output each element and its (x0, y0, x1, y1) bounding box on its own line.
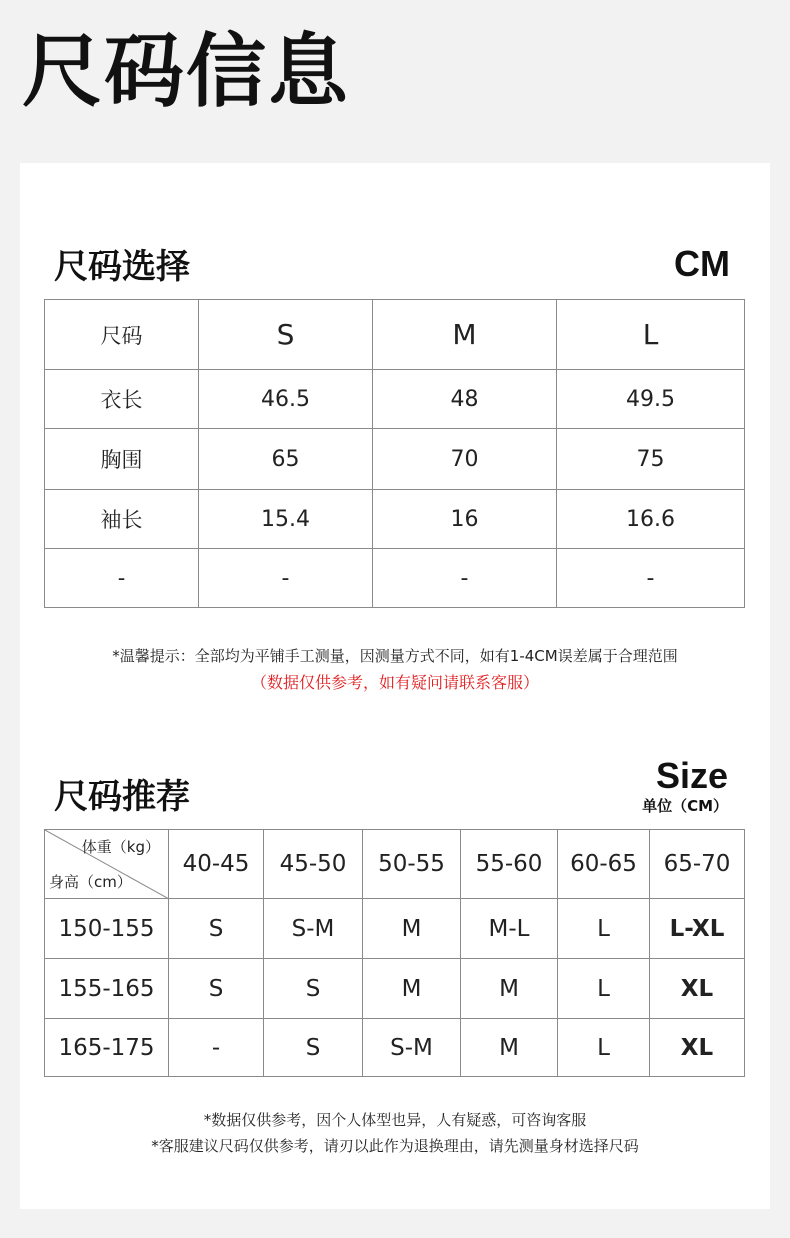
weight-header-cell: 55-60 (461, 830, 558, 899)
table-cell: S (264, 1019, 363, 1077)
table-cell: 16.6 (557, 490, 745, 549)
table-cell: 46.5 (199, 370, 373, 429)
row-label-empty: - (45, 549, 199, 608)
table-row (45, 429, 745, 490)
weight-axis-label: 体重（kg） (81, 838, 160, 856)
table-cell: 75 (557, 429, 745, 490)
table-cell: S-M (264, 899, 363, 959)
unit-label: CM (674, 243, 730, 284)
table-row (45, 959, 745, 1019)
size-selection-title: 尺码选择 (54, 247, 190, 287)
table-cell: - (373, 549, 557, 608)
height-row-label: 150-155 (45, 899, 169, 959)
size-word: Size (655, 755, 728, 796)
table-cell: 49.5 (557, 370, 745, 429)
size-info-card (20, 163, 770, 1209)
height-axis-label: 身高（cm） (49, 873, 132, 891)
height-row-label: 155-165 (45, 959, 169, 1019)
weight-header-row (45, 830, 745, 899)
weight-header-cell: 65-70 (650, 830, 745, 899)
header-cell-m: M (373, 300, 557, 370)
table-cell: M (461, 1019, 558, 1077)
size-header-row (45, 300, 745, 370)
table-cell: S-M (363, 1019, 461, 1077)
table-cell: 65 (199, 429, 373, 490)
page-title: 尺码信息 (22, 25, 350, 118)
table-cell: M (461, 959, 558, 1019)
row-label-length: 衣长 (45, 370, 199, 429)
size-recommendation-table (44, 829, 745, 1077)
reference-note-red: （数据仅供参考，如有疑问请联系客服） (250, 673, 539, 692)
row-label-chest: 胸围 (45, 429, 199, 490)
header-cell-s: S (199, 300, 373, 370)
table-cell: - (199, 549, 373, 608)
recommendation-note-2: *客服建议尺码仅供参考，请刃以此作为退换理由，请先测量身材选择尺码 (151, 1137, 639, 1155)
table-cell: S (169, 899, 264, 959)
table-cell: XL (650, 1019, 745, 1077)
table-row (45, 370, 745, 429)
table-cell: 15.4 (199, 490, 373, 549)
corner-header-cell (45, 830, 169, 899)
weight-header-cell: 45-50 (264, 830, 363, 899)
weight-header-cell: 40-45 (169, 830, 264, 899)
table-cell: 70 (373, 429, 557, 490)
height-row-label: 165-175 (45, 1019, 169, 1077)
table-cell: 16 (373, 490, 557, 549)
table-cell: L (558, 899, 650, 959)
table-cell: - (557, 549, 745, 608)
table-row (45, 490, 745, 549)
table-row (45, 549, 745, 608)
table-cell: - (169, 1019, 264, 1077)
table-cell: S (169, 959, 264, 1019)
table-cell: L (558, 1019, 650, 1077)
table-cell: M-L (461, 899, 558, 959)
table-row (45, 899, 745, 959)
size-recommendation-title: 尺码推荐 (54, 777, 190, 817)
table-cell: M (363, 959, 461, 1019)
table-cell: L (558, 959, 650, 1019)
table-cell: M (363, 899, 461, 959)
row-label-sleeve: 袖长 (45, 490, 199, 549)
table-row (45, 1019, 745, 1077)
measurement-note: *温馨提示：全部均为平铺手工测量，因测量方式不同，如有1-4CM误差属于合理范围 (112, 647, 678, 665)
size-chart-table (44, 299, 745, 608)
table-cell: 48 (373, 370, 557, 429)
header-cell-l: L (557, 300, 745, 370)
table-cell: S (264, 959, 363, 1019)
table-cell: L-XL (650, 899, 745, 959)
weight-header-cell: 60-65 (558, 830, 650, 899)
weight-header-cell: 50-55 (363, 830, 461, 899)
size-unit-label: 单位（CM） (642, 797, 728, 815)
table-cell: XL (650, 959, 745, 1019)
recommendation-note-1: *数据仅供参考，因个人体型也异，人有疑惑，可咨询客服 (203, 1111, 587, 1129)
header-cell-size: 尺码 (45, 300, 199, 370)
